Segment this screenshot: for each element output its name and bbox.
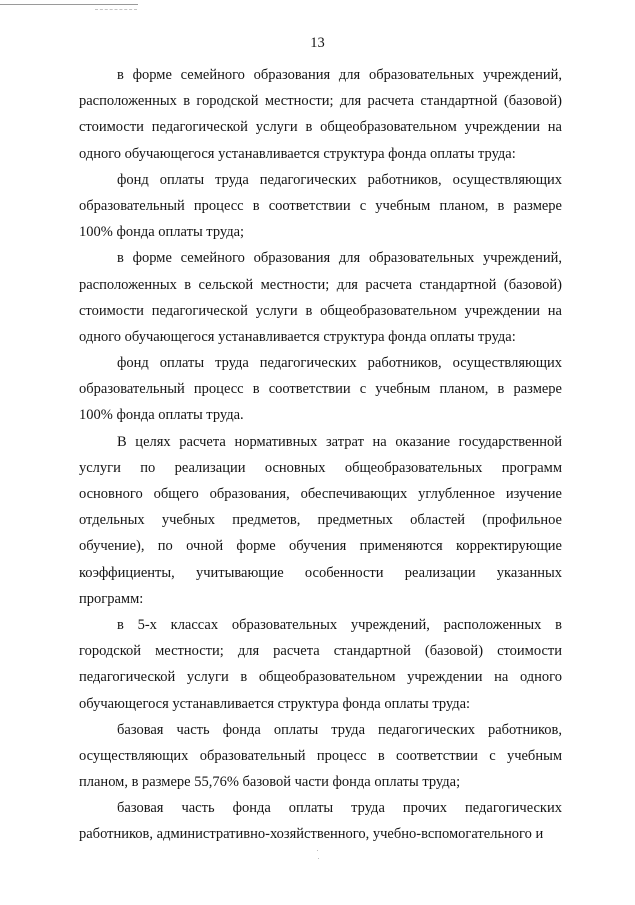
text-line: базовая часть фонда оплаты труда педагогических работников, bbox=[117, 721, 562, 738]
paragraph bbox=[79, 245, 562, 350]
text-line: отдельных учебных предметов, предметных областей (профильное bbox=[79, 512, 562, 529]
paragraph bbox=[79, 612, 562, 717]
text-line: программ: bbox=[79, 590, 144, 607]
text-line: осуществляющих образовательный процесс в соответствии с учебным bbox=[79, 747, 562, 764]
text-line: фонд оплаты труда педагогических работников, осуществляющих bbox=[117, 355, 562, 372]
text-line: образовательный процесс в соответствии с учебным планом, в размере bbox=[79, 381, 562, 398]
text-line: расположенных в городской местности; для расчета стандартной (базовой) bbox=[79, 93, 562, 110]
paragraph bbox=[79, 717, 562, 796]
text-line: в форме семейного образования для образовательных учреждений, bbox=[117, 250, 562, 267]
text-line: 100% фонда оплаты труда; bbox=[79, 224, 245, 241]
scan-speck bbox=[318, 858, 319, 859]
text-line: планом, в размере 55,76% базовой части фонда оплаты труда; bbox=[79, 774, 461, 791]
text-line: расположенных в сельской местности; для расчета стандартной (базовой) bbox=[79, 276, 562, 293]
text-line: стоимости педагогической услуги в общеобразовательном учреждении на bbox=[79, 302, 562, 319]
paragraph bbox=[79, 62, 562, 167]
paragraph bbox=[79, 795, 562, 847]
text-line: образовательный процесс в соответствии с учебным планом, в размере bbox=[79, 197, 562, 214]
page-number: 13 bbox=[310, 35, 325, 51]
text-line: фонд оплаты труда педагогических работников, осуществляющих bbox=[117, 171, 562, 188]
paragraph bbox=[79, 350, 562, 429]
scan-edge-line bbox=[95, 9, 137, 10]
body-text bbox=[79, 62, 562, 848]
text-line: в 5-х классах образовательных учреждений, расположенных в bbox=[117, 616, 562, 633]
text-line: стоимости педагогической услуги в общеобразовательном учреждении на bbox=[79, 119, 562, 136]
paragraph bbox=[79, 429, 562, 612]
scan-edge-line bbox=[0, 4, 138, 5]
text-line: услуги по реализации основных общеобразовательных программ bbox=[79, 459, 562, 476]
text-line: основного общего образования, обеспечивающих углубленное изучение bbox=[79, 486, 562, 502]
text-line: обучающегося устанавливается структура фонда оплаты труда: bbox=[79, 695, 471, 712]
text-line: одного обучающегося устанавливается структура фонда оплаты труда: bbox=[79, 145, 516, 162]
text-line: работников, административно-хозяйственного, учебно-вспомогательного и bbox=[79, 826, 544, 843]
text-line: педагогической услуги в общеобразовательном учреждении на одного bbox=[79, 669, 562, 686]
text-line: одного обучающегося устанавливается структура фонда оплаты труда: bbox=[79, 328, 516, 345]
text-line: городской местности; для расчета стандартной (базовой) стоимости bbox=[79, 643, 562, 660]
text-line: в форме семейного образования для образовательных учреждений, bbox=[117, 67, 562, 83]
text-line: коэффициенты, учитывающие особенности реализации указанных bbox=[79, 564, 562, 581]
text-line: В целях расчета нормативных затрат на оказание государственной bbox=[117, 433, 562, 450]
text-line: базовая часть фонда оплаты труда прочих педагогических bbox=[117, 800, 562, 817]
text-line: 100% фонда оплаты труда. bbox=[79, 407, 244, 424]
scan-speck bbox=[317, 850, 318, 851]
paragraph bbox=[79, 167, 562, 246]
text-line: обучение), по очной форме обучения применяются корректирующие bbox=[79, 538, 562, 555]
